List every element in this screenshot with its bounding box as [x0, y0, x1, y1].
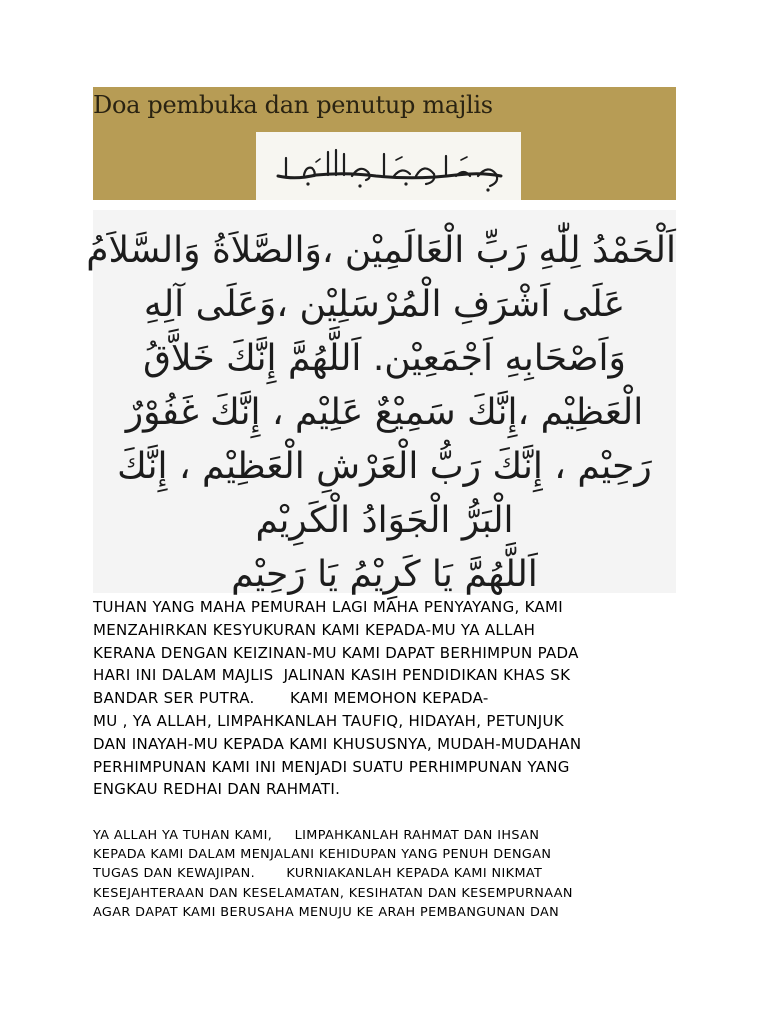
document-title: Doa pembuka dan penutup majlis [93, 91, 493, 119]
paragraph-line: HARI INI DALAM MAJLIS JALINAN KASIH PENDIDIKAN KHAS SK [93, 666, 571, 685]
arabic-line: الْبَرُّ الْجَوَادُ الْكَرِيْم [255, 500, 514, 541]
paragraph-line: TUGAS DAN KEWAJIPAN. KURNIAKANLAH KEPADA KAMI NIKMAT [93, 866, 543, 882]
arabic-line: عَلَى اَشْرَفِ الْمُرْسَلِيْن ،وَعَلَى آلِهِ [143, 284, 626, 325]
paragraph-line: DAN INAYAH-MU KEPADA KAMI KHUSUSNYA, MUDAH-MUDAHAN [93, 734, 582, 753]
paragraph-line: AGAR DAPAT KAMI BERUSAHA MENUJU KE ARAH PEMBANGUNAN DAN [93, 904, 560, 920]
paragraph-line: BANDAR SER PUTRA. KAMI MEMOHON KEPADA- [93, 689, 489, 708]
arabic-line: رَحِيْم ، إِنَّكَ رَبُّ الْعَرْشِ الْعَظِيْم ، إِنَّكَ [117, 446, 652, 487]
paragraph-line: MENZAHIRKAN KESYUKURAN KAMI KEPADA-MU YA ALLAH [93, 620, 536, 639]
translation-paragraph-2 [93, 826, 673, 922]
bismillah-image [256, 132, 521, 200]
paragraph-line: YA ALLAH YA TUHAN KAMI, LIMPAHKANLAH RAHMAT DAN IHSAN [93, 828, 540, 843]
arabic-line: وَاَصْحَابِهِ اَجْمَعِيْن. اَللَّهُمَّ إِنَّكَ خَلاَّقُ [143, 338, 626, 379]
paragraph-line: MU , YA ALLAH, LIMPAHKANLAH TAUFIQ, HIDAYAH, PETUNJUK [93, 711, 564, 730]
header-band [93, 87, 676, 200]
arabic-line: اَلْحَمْدُ لِلّٰهِ رَبِّ الْعَالَمِيْن ،وَالصَّلاَةُ وَالسَّلاَمُ [86, 230, 676, 271]
paragraph-line: KESEJAHTERAAN DAN KESELAMATAN, KESIHATAN DAN KESEMPURNAAN [93, 885, 573, 901]
paragraph-line: KEPADA KAMI DALAM MENJALANI KEHIDUPAN YANG PENUH DENGAN [93, 847, 552, 863]
arabic-prayer-panel [86, 210, 676, 595]
arabic-line: الْعَظِيْم ،إِنَّكَ سَمِيْعٌ عَلِيْم ، إِنَّكَ غَفُوْرٌ [125, 392, 644, 433]
bismillah-calligraphy-icon [256, 132, 521, 200]
paragraph-line: PERHIMPUNAN KAMI INI MENJADI SUATU PERHIMPUNAN YANG [93, 757, 570, 776]
paragraph-line: TUHAN YANG MAHA PEMURAH LAGI MAHA PENYAYANG, KAMI [93, 598, 564, 616]
arabic-prayer-text [86, 224, 676, 602]
paragraph-line: ENGKAU REDHAI DAN RAHMATI. [93, 780, 341, 799]
translation-paragraph-1 [93, 596, 673, 801]
arabic-line: اَللَّهُمَّ يَا كَرِيْمُ يَا رَحِيْم [231, 554, 538, 595]
paragraph-line: KERANA DENGAN KEIZINAN-MU KAMI DAPAT BERHIMPUN PADA [93, 643, 579, 662]
